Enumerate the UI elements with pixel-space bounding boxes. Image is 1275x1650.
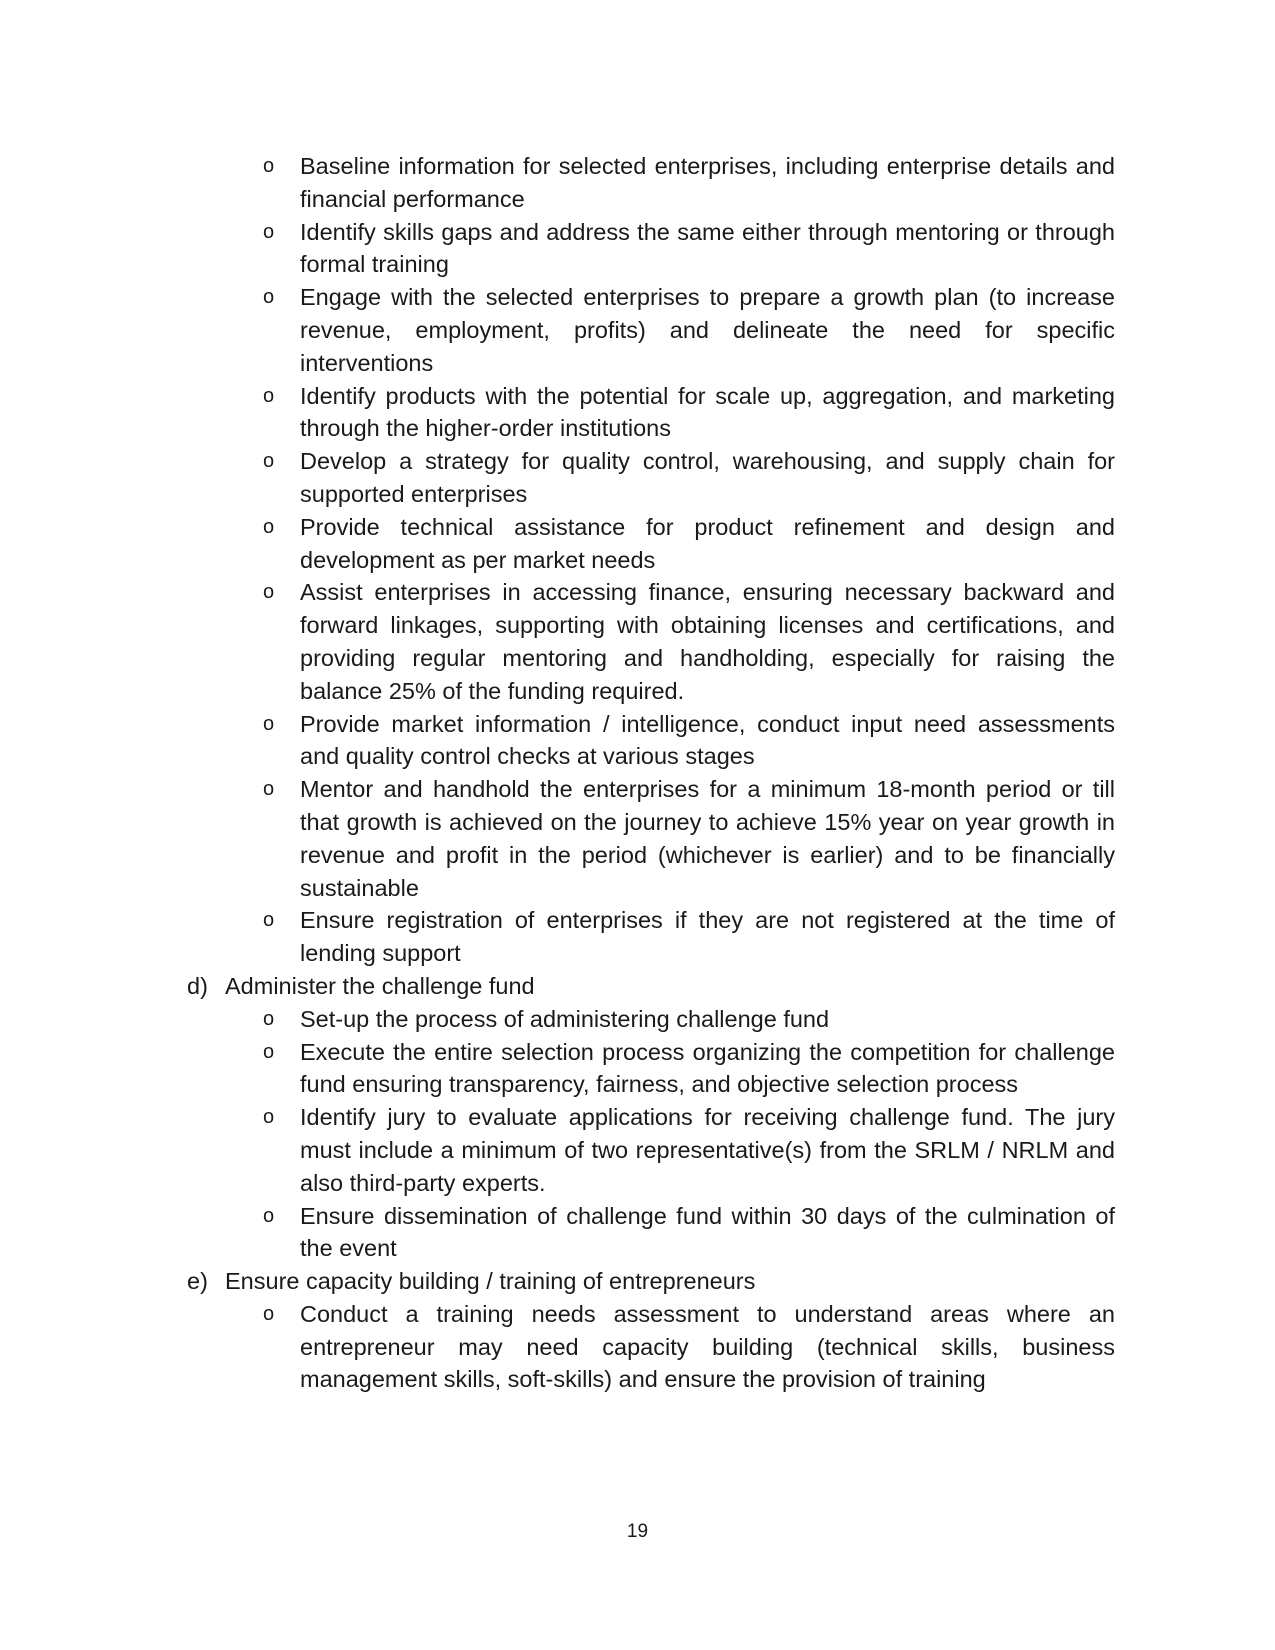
list-item-text: Ensure registration of enterprises if they are not registered at the time of lending support [300, 907, 1115, 967]
list-item-text: Conduct a training needs assessment to understand areas where an entrepreneur may need capacity building (technical skills, business management skills, soft-skills) and ensure the provision of training [300, 1300, 1115, 1393]
list-item-text: Develop a strategy for quality control, warehousing, and supply chain for supported enterprises [300, 448, 1115, 507]
list-item-text: Provide technical assistance for product refinement and design and development as per market needs [300, 513, 1115, 573]
bullet-icon: o [263, 1007, 275, 1030]
page-number: 19 [626, 1521, 649, 1542]
list-item-text: Set-up the process of administering challenge fund [300, 1005, 830, 1032]
list-item-text: Identify products with the potential for scale up, aggregation, and marketing through the higher-order institutions [300, 382, 1115, 442]
list-item [263, 380, 1115, 446]
list-item [263, 216, 1115, 282]
list-item [263, 511, 1115, 577]
section-d-heading [187, 970, 1115, 1003]
bullet-icon: o [263, 1040, 275, 1063]
list-item-text: Assist enterprises in accessing finance, ensuring necessary backward and forward linkages, supporting with obtaining licenses and certifications, and providing regular mentoring and handholding, especially for raising the balance 25% of the funding required. [300, 579, 1115, 704]
bullet-icon: o [263, 286, 275, 309]
bullet-icon: o [263, 581, 275, 604]
bullet-icon: o [263, 1204, 275, 1227]
bullet-icon: o [263, 1106, 275, 1129]
page-content [0, 150, 1275, 1396]
list-item [263, 1298, 1115, 1396]
section-title: Ensure capacity building / training of entrepreneurs [225, 1268, 756, 1295]
bullet-icon: o [263, 384, 275, 407]
list-item-text: Baseline information for selected enterprises, including enterprise details and financial performance [300, 153, 1115, 212]
list-item-text: Mentor and handhold the enterprises for a minimum 18-month period or till that growth is achieved on the journey to achieve 15% year on year growth in revenue and profit in the period (whichever is earlier) and to be financially sustainable [300, 776, 1115, 901]
section-title: Administer the challenge fund [225, 972, 535, 999]
bullet-icon: o [263, 515, 275, 538]
section-marker: e) [187, 1268, 208, 1295]
bullet-icon: o [263, 1302, 275, 1325]
list-item-text: Engage with the selected enterprises to prepare a growth plan (to increase revenue, employment, profits) and delineate the need for specific interventions [300, 284, 1115, 376]
list-item [263, 708, 1115, 774]
section-marker: d) [187, 972, 208, 999]
list-item-text: Identify skills gaps and address the same either through mentoring or through formal training [300, 218, 1115, 278]
list-item [263, 904, 1115, 970]
list-item [263, 1003, 1115, 1036]
section-e-heading [187, 1265, 1115, 1298]
list-item-text: Ensure dissemination of challenge fund within 30 days of the culmination of the event [300, 1202, 1115, 1262]
list-item [263, 1101, 1115, 1199]
list-item [263, 773, 1115, 904]
bullet-icon: o [263, 778, 275, 801]
list-item [263, 1200, 1115, 1266]
bullet-icon: o [263, 909, 275, 932]
list-item-text: Execute the entire selection process organizing the competition for challenge fund ensuring transparency, fairness, and objective selection process [300, 1038, 1115, 1098]
bullet-icon: o [263, 450, 275, 473]
list-item-text: Provide market information / intelligence, conduct input need assessments and quality control checks at various stages [300, 710, 1115, 770]
list-item [263, 281, 1115, 379]
bullet-icon: o [263, 220, 275, 243]
list-item [263, 445, 1115, 511]
list-item [263, 1036, 1115, 1102]
bullet-icon: o [263, 712, 275, 735]
bullet-icon: o [263, 155, 275, 177]
list-item [263, 576, 1115, 707]
list-item [263, 150, 1115, 216]
list-item-text: Identify jury to evaluate applications for receiving challenge fund. The jury must include a minimum of two representative(s) from the SRLM / NRLM and also third-party experts. [300, 1104, 1115, 1196]
